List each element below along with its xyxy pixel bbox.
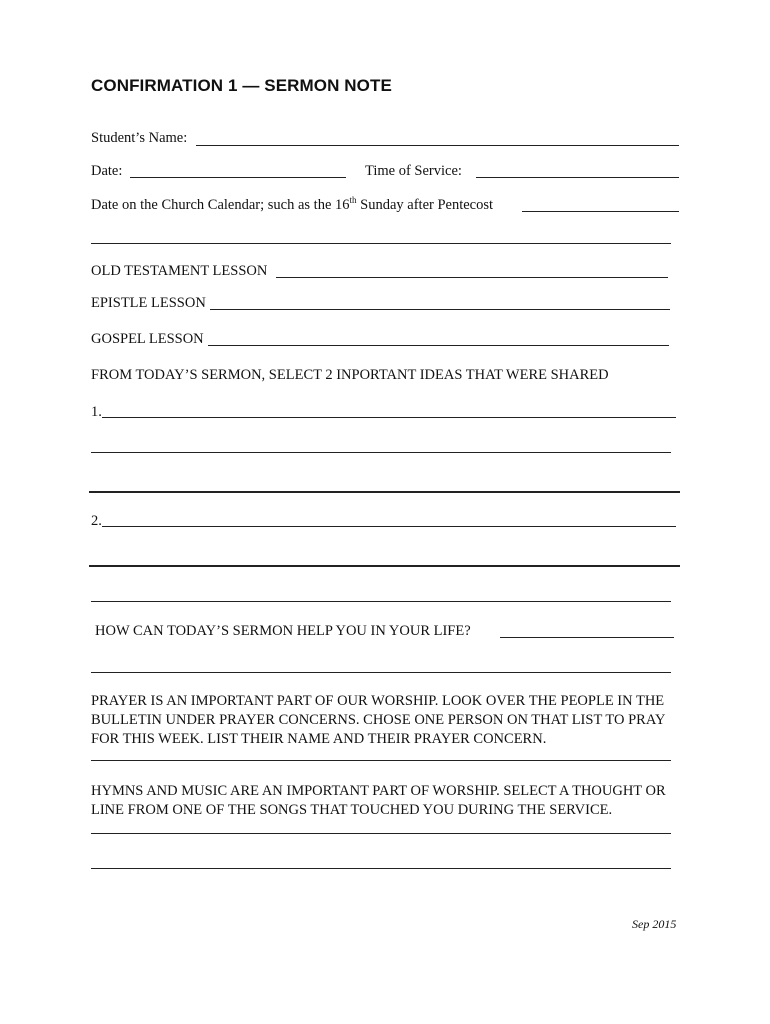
idea-1-field[interactable] (102, 417, 676, 418)
page-title: CONFIRMATION 1 — SERMON NOTE (91, 76, 392, 95)
idea-1-number: 1. (91, 404, 102, 420)
student-name-label: Student’s Name: (91, 130, 188, 146)
old-testament-lesson-label: OLD TESTAMENT LESSON (91, 263, 268, 279)
old-testament-lesson-field[interactable] (276, 277, 668, 278)
hymns-prompt: HYMNS AND MUSIC ARE AN IMPORTANT PART OF WORSHIP. SELECT A THOUGHT OR LINE FROM ONE OF THE SONGS THAT TOUCHED YOU DURING THE SERVICE. (91, 783, 666, 818)
help-field-line2[interactable] (91, 672, 671, 673)
sermon-ideas-prompt: FROM TODAY’S SERMON, SELECT 2 INPORTANT IDEAS THAT WERE SHARED (91, 367, 609, 383)
epistle-lesson-label: EPISTLE LESSON (91, 295, 206, 311)
hymns-field[interactable] (91, 833, 671, 834)
gospel-lesson-field[interactable] (208, 345, 669, 346)
gospel-lesson-label: GOSPEL LESSON (91, 331, 204, 347)
idea-2-field-line3[interactable] (91, 601, 671, 602)
student-name-field[interactable] (196, 145, 679, 146)
time-of-service-field[interactable] (476, 177, 679, 178)
hymns-field-line2[interactable] (91, 868, 671, 869)
church-calendar-field[interactable] (522, 211, 679, 212)
idea-2-number: 2. (91, 513, 102, 529)
prayer-field[interactable] (91, 760, 671, 761)
idea-1-field-line2[interactable] (91, 452, 671, 453)
help-field[interactable] (500, 637, 674, 638)
section-divider (89, 491, 680, 493)
epistle-lesson-field[interactable] (210, 309, 670, 310)
date-field[interactable] (130, 177, 346, 178)
prayer-prompt: PRAYER IS AN IMPORTANT PART OF OUR WORSHIP. LOOK OVER THE PEOPLE IN THE BULLETIN UNDER PRAYER CONCERNS. CHOSE ONE PERSON ON THAT LIST TO PRAY FOR THIS WEEK. LIST THEIR NAME AND THEIR PRAYER CONCERN. (91, 693, 665, 747)
church-calendar-field-line2[interactable] (91, 243, 671, 244)
date-label: Date: (91, 163, 123, 179)
idea-2-field-line2[interactable] (89, 565, 680, 567)
idea-2-field[interactable] (102, 526, 676, 527)
church-calendar-label: Date on the Church Calendar; such as the 16th Sunday after Pentecost (91, 195, 494, 213)
time-of-service-label: Time of Service: (365, 163, 462, 179)
footer-date: Sep 2015 (632, 917, 677, 931)
help-prompt: HOW CAN TODAY’S SERMON HELP YOU IN YOUR LIFE? (95, 623, 471, 639)
